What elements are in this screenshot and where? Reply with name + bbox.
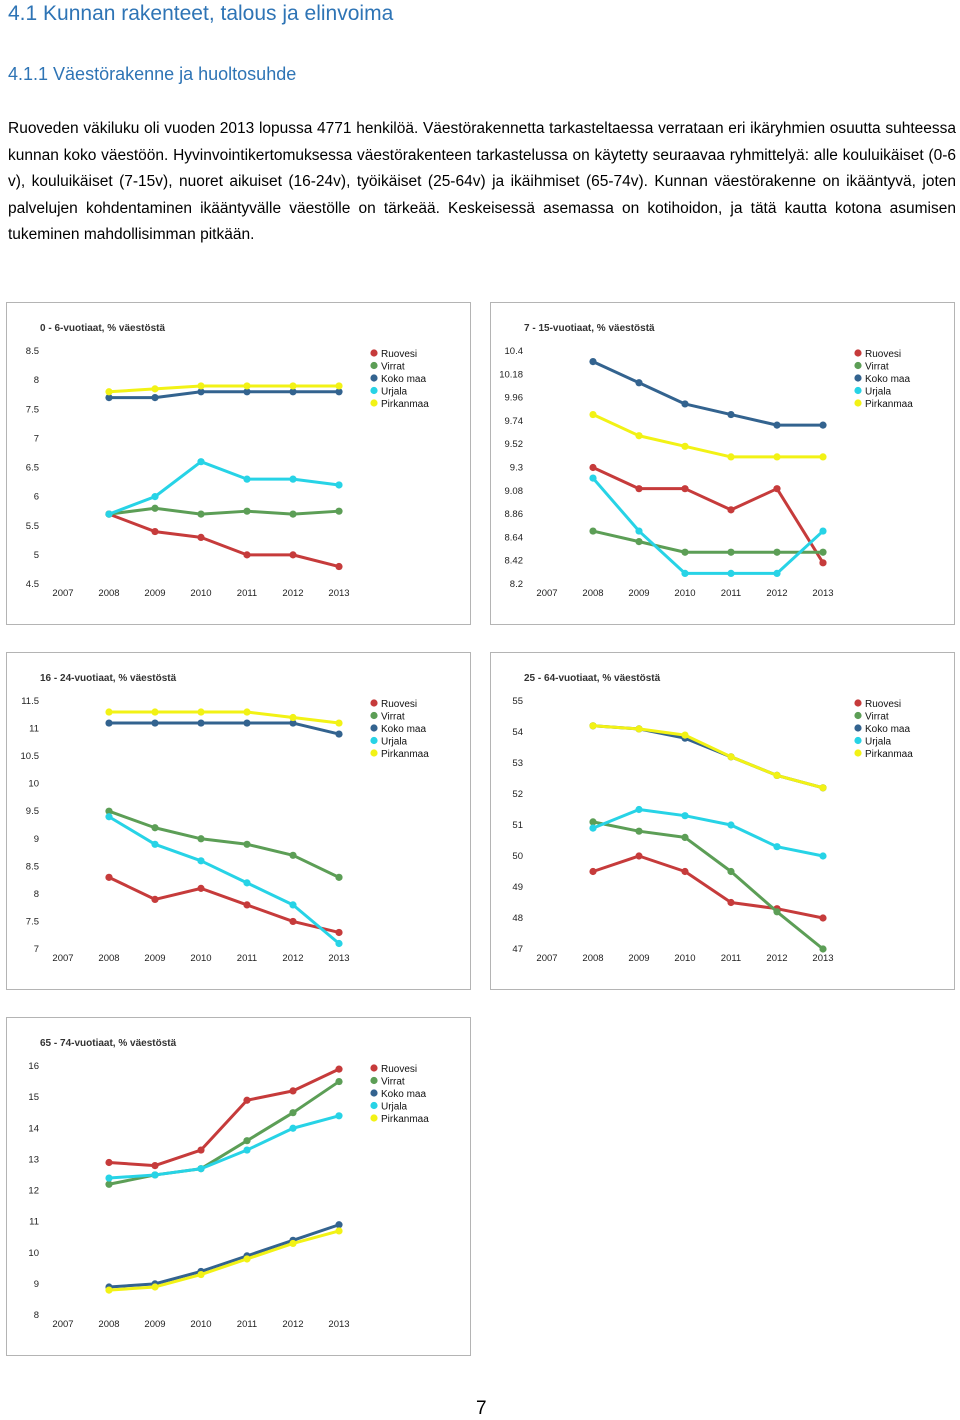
data-point — [243, 901, 250, 908]
data-point — [727, 570, 734, 577]
data-point — [243, 476, 250, 483]
x-tick-label: 2011 — [720, 953, 742, 964]
y-tick-label: 11.5 — [21, 696, 39, 707]
y-tick-label: 54 — [512, 727, 523, 738]
data-point — [335, 481, 342, 488]
data-point — [289, 1087, 296, 1094]
page-number: 7 — [476, 1398, 487, 1419]
data-point — [289, 714, 296, 721]
legend-marker — [854, 724, 861, 731]
y-tick-label: 8 — [33, 1310, 39, 1321]
data-point — [335, 929, 342, 936]
legend-label: Urjala — [381, 1101, 408, 1113]
y-tick-label: 15 — [28, 1092, 39, 1104]
legend-marker — [370, 374, 377, 381]
data-point — [635, 432, 642, 439]
y-tick-label: 10 — [28, 778, 39, 790]
legend-marker — [370, 1114, 377, 1121]
data-point — [335, 1066, 342, 1073]
y-tick-label: 9.96 — [504, 392, 523, 404]
data-point — [681, 549, 688, 556]
data-point — [197, 1271, 204, 1278]
data-point — [243, 719, 250, 726]
legend-label: Virrat — [865, 711, 889, 723]
chart-title: 16 - 24-vuotiaat, % väestöstä — [40, 673, 177, 684]
y-tick-label: 8.2 — [509, 579, 523, 590]
chart-7-15 — [490, 302, 955, 625]
legend-label: Koko maa — [865, 374, 911, 385]
series-line — [593, 810, 823, 857]
legend-marker — [854, 737, 861, 744]
data-point — [773, 422, 780, 429]
data-point — [635, 806, 642, 813]
data-point — [335, 730, 342, 737]
y-tick-label: 9 — [33, 1278, 39, 1290]
data-point — [681, 834, 688, 841]
series-line — [593, 726, 823, 788]
legend-label: Koko maa — [865, 724, 911, 735]
y-tick-label: 8.86 — [504, 509, 523, 521]
legend-label: Urjala — [865, 736, 892, 748]
y-tick-label: 11 — [29, 1216, 39, 1228]
data-point — [727, 821, 734, 828]
y-tick-label: 52 — [512, 789, 523, 800]
data-point — [243, 382, 250, 389]
legend-label: Urjala — [381, 386, 408, 398]
series-line — [109, 392, 339, 398]
y-tick-label: 9.5 — [25, 806, 39, 818]
y-tick-label: 48 — [512, 913, 523, 924]
chart-16-24 — [6, 652, 471, 990]
y-tick-label: 8.5 — [25, 861, 39, 873]
x-tick-label: 2011 — [236, 953, 258, 964]
series-line — [109, 462, 339, 514]
data-point — [197, 1146, 204, 1153]
data-point — [289, 551, 296, 558]
data-point — [819, 422, 826, 429]
y-tick-label: 16 — [28, 1061, 39, 1072]
series-line — [109, 811, 339, 877]
legend-label: Koko maa — [381, 724, 427, 735]
data-point — [635, 379, 642, 386]
data-point — [589, 358, 596, 365]
series-line — [593, 856, 823, 918]
legend-marker — [370, 387, 377, 394]
data-point — [335, 1227, 342, 1234]
y-tick-label: 10 — [28, 1247, 39, 1259]
data-point — [151, 528, 158, 535]
legend-label: Virrat — [381, 711, 405, 723]
series-line — [109, 712, 339, 723]
y-tick-label: 49 — [512, 882, 523, 893]
x-tick-label: 2007 — [52, 588, 74, 599]
data-point — [151, 824, 158, 831]
data-point — [335, 508, 342, 515]
series-line — [109, 1225, 339, 1287]
data-point — [681, 868, 688, 875]
data-point — [197, 835, 204, 842]
data-point — [197, 719, 204, 726]
data-point — [151, 708, 158, 715]
legend-label: Urjala — [865, 386, 892, 398]
data-point — [335, 1221, 342, 1228]
data-point — [335, 563, 342, 570]
data-point — [289, 1240, 296, 1247]
data-point — [105, 874, 112, 881]
legend-marker — [370, 737, 377, 744]
chart-0-6 — [6, 302, 471, 625]
data-point — [819, 852, 826, 859]
data-point — [335, 382, 342, 389]
legend-label: Pirkanmaa — [381, 1114, 429, 1125]
legend-marker — [854, 749, 861, 756]
series-line — [109, 508, 339, 514]
data-point — [289, 1109, 296, 1116]
legend-marker — [854, 374, 861, 381]
data-point — [151, 505, 158, 512]
y-tick-label: 6 — [33, 491, 39, 503]
data-point — [819, 549, 826, 556]
data-point — [727, 453, 734, 460]
data-point — [727, 411, 734, 418]
data-point — [819, 453, 826, 460]
data-point — [635, 828, 642, 835]
data-point — [289, 852, 296, 859]
data-point — [589, 464, 596, 471]
legend-marker — [854, 399, 861, 406]
data-point — [151, 841, 158, 848]
data-point — [105, 511, 112, 518]
legend-marker — [370, 699, 377, 706]
data-point — [151, 1283, 158, 1290]
data-point — [105, 719, 112, 726]
data-point — [151, 719, 158, 726]
y-tick-label: 7.5 — [25, 404, 39, 416]
legend-label: Ruovesi — [381, 1064, 418, 1075]
chart-title: 25 - 64-vuotiaat, % väestöstä — [524, 673, 661, 684]
y-tick-label: 9.52 — [504, 439, 523, 451]
y-tick-label: 14 — [28, 1123, 39, 1135]
data-point — [335, 1112, 342, 1119]
data-point — [681, 485, 688, 492]
data-point — [289, 382, 296, 389]
x-tick-label: 2010 — [674, 953, 696, 964]
series-line — [593, 415, 823, 457]
data-point — [197, 382, 204, 389]
x-tick-label: 2010 — [190, 588, 212, 599]
y-tick-label: 9.74 — [504, 415, 523, 427]
data-point — [819, 914, 826, 921]
y-tick-label: 47 — [512, 944, 523, 955]
data-point — [727, 753, 734, 760]
data-point — [635, 852, 642, 859]
y-tick-label: 9.08 — [504, 485, 523, 497]
y-tick-label: 8.42 — [504, 555, 523, 567]
data-point — [243, 508, 250, 515]
x-tick-label: 2010 — [190, 953, 212, 964]
x-tick-label: 2009 — [144, 953, 166, 964]
data-point — [197, 458, 204, 465]
x-tick-label: 2011 — [720, 588, 742, 599]
legend-marker — [854, 349, 861, 356]
y-tick-label: 10.4 — [504, 346, 523, 357]
legend-label: Pirkanmaa — [381, 749, 429, 760]
data-point — [819, 559, 826, 566]
legend-marker — [370, 1064, 377, 1071]
data-point — [819, 784, 826, 791]
data-point — [243, 879, 250, 886]
x-tick-label: 2012 — [282, 953, 304, 964]
x-tick-label: 2009 — [628, 588, 650, 599]
y-tick-label: 7 — [33, 433, 39, 445]
data-point — [681, 812, 688, 819]
data-point — [197, 1165, 204, 1172]
legend-marker — [370, 749, 377, 756]
data-point — [589, 818, 596, 825]
data-point — [151, 385, 158, 392]
y-tick-label: 7 — [33, 944, 39, 955]
x-tick-label: 2007 — [536, 588, 558, 599]
data-point — [819, 527, 826, 534]
y-tick-label: 10.18 — [499, 369, 523, 381]
data-point — [197, 857, 204, 864]
y-tick-label: 11 — [29, 723, 39, 735]
data-point — [635, 538, 642, 545]
data-point — [681, 400, 688, 407]
chart-65-74 — [6, 1017, 471, 1356]
x-tick-label: 2012 — [766, 588, 788, 599]
legend-label: Pirkanmaa — [865, 749, 913, 760]
x-tick-label: 2010 — [674, 588, 696, 599]
legend-marker — [370, 362, 377, 369]
data-point — [243, 841, 250, 848]
y-tick-label: 4.5 — [25, 579, 39, 590]
data-point — [243, 1255, 250, 1262]
legend-marker — [370, 724, 377, 731]
y-tick-label: 7.5 — [25, 916, 39, 928]
y-tick-label: 8 — [33, 375, 39, 387]
y-tick-label: 5 — [33, 549, 39, 561]
y-tick-label: 5.5 — [25, 520, 39, 532]
y-tick-label: 8 — [33, 888, 39, 900]
x-tick-label: 2009 — [144, 588, 166, 599]
legend-marker — [370, 1077, 377, 1084]
data-point — [151, 1162, 158, 1169]
data-point — [589, 868, 596, 875]
x-tick-label: 2008 — [582, 588, 604, 599]
series-line — [109, 877, 339, 932]
legend-label: Ruovesi — [865, 349, 902, 360]
y-tick-label: 9.3 — [509, 462, 523, 474]
data-point — [773, 772, 780, 779]
chart-title: 7 - 15-vuotiaat, % väestöstä — [524, 323, 655, 334]
y-tick-label: 8.64 — [504, 532, 523, 544]
x-tick-label: 2010 — [190, 1319, 212, 1330]
x-tick-label: 2012 — [282, 588, 304, 599]
series-line — [109, 1082, 339, 1185]
data-point — [681, 443, 688, 450]
data-point — [105, 1287, 112, 1294]
y-tick-label: 6.5 — [25, 462, 39, 474]
data-point — [335, 1078, 342, 1085]
data-point — [727, 549, 734, 556]
x-tick-label: 2013 — [328, 588, 350, 599]
data-point — [243, 1137, 250, 1144]
data-point — [197, 534, 204, 541]
data-point — [289, 1125, 296, 1132]
legend-label: Ruovesi — [381, 349, 418, 360]
legend-label: Urjala — [381, 736, 408, 748]
y-tick-label: 55 — [512, 696, 523, 707]
data-point — [151, 1171, 158, 1178]
data-point — [289, 901, 296, 908]
data-point — [197, 511, 204, 518]
x-tick-label: 2011 — [236, 1319, 258, 1330]
data-point — [589, 527, 596, 534]
data-point — [589, 722, 596, 729]
data-point — [197, 885, 204, 892]
y-tick-label: 12 — [28, 1185, 39, 1197]
legend-label: Ruovesi — [381, 699, 418, 710]
y-tick-label: 8.5 — [25, 346, 39, 357]
series-line — [593, 531, 823, 552]
data-point — [151, 896, 158, 903]
data-point — [289, 918, 296, 925]
data-point — [335, 874, 342, 881]
data-point — [773, 570, 780, 577]
data-point — [773, 843, 780, 850]
data-point — [335, 940, 342, 947]
x-tick-label: 2012 — [766, 953, 788, 964]
series-line — [593, 362, 823, 426]
data-point — [243, 551, 250, 558]
data-point — [151, 394, 158, 401]
legend-marker — [370, 1102, 377, 1109]
data-point — [635, 527, 642, 534]
chart-25-64 — [490, 652, 955, 990]
data-point — [243, 1146, 250, 1153]
data-point — [773, 453, 780, 460]
data-point — [243, 708, 250, 715]
data-point — [105, 1181, 112, 1188]
data-point — [681, 570, 688, 577]
y-tick-label: 9 — [33, 833, 39, 845]
x-tick-label: 2013 — [812, 953, 834, 964]
data-point — [773, 485, 780, 492]
data-point — [105, 708, 112, 715]
y-tick-label: 51 — [512, 820, 523, 831]
legend-marker — [854, 362, 861, 369]
data-point — [289, 476, 296, 483]
y-tick-label: 50 — [512, 851, 523, 862]
series-line — [593, 468, 823, 563]
x-tick-label: 2009 — [144, 1319, 166, 1330]
legend-marker — [370, 1089, 377, 1096]
x-tick-label: 2011 — [236, 588, 258, 599]
data-point — [589, 411, 596, 418]
data-point — [773, 908, 780, 915]
chart-title: 0 - 6-vuotiaat, % väestöstä — [40, 323, 166, 334]
data-point — [589, 825, 596, 832]
data-point — [819, 945, 826, 952]
y-tick-label: 13 — [28, 1154, 39, 1166]
data-point — [727, 868, 734, 875]
data-point — [105, 1174, 112, 1181]
data-point — [289, 511, 296, 518]
data-point — [243, 1097, 250, 1104]
x-tick-label: 2007 — [52, 1319, 74, 1330]
x-tick-label: 2013 — [328, 1319, 350, 1330]
x-tick-label: 2008 — [98, 588, 120, 599]
legend-label: Koko maa — [381, 374, 427, 385]
data-point — [773, 549, 780, 556]
x-tick-label: 2008 — [98, 1319, 120, 1330]
legend-marker — [370, 399, 377, 406]
legend-label: Virrat — [865, 361, 889, 373]
subsection-heading: 4.1.1 Väestörakenne ja huoltosuhde — [8, 64, 297, 84]
data-point — [681, 732, 688, 739]
x-tick-label: 2007 — [536, 953, 558, 964]
data-point — [105, 388, 112, 395]
x-tick-label: 2013 — [328, 953, 350, 964]
section-heading: 4.1 Kunnan rakenteet, talous ja elinvoima — [8, 2, 394, 25]
data-point — [589, 474, 596, 481]
legend-label: Ruovesi — [865, 699, 902, 710]
x-tick-label: 2012 — [282, 1319, 304, 1330]
legend-label: Virrat — [381, 1076, 405, 1088]
x-tick-label: 2008 — [98, 953, 120, 964]
data-point — [635, 485, 642, 492]
legend-label: Pirkanmaa — [865, 399, 913, 410]
x-tick-label: 2008 — [582, 953, 604, 964]
data-point — [151, 493, 158, 500]
x-tick-label: 2009 — [628, 953, 650, 964]
legend-label: Pirkanmaa — [381, 399, 429, 410]
legend-marker — [370, 712, 377, 719]
data-point — [105, 813, 112, 820]
legend-label: Virrat — [381, 361, 405, 373]
series-line — [109, 1231, 339, 1290]
legend-marker — [370, 349, 377, 356]
series-line — [593, 478, 823, 573]
body-paragraph: Ruoveden väkiluku oli vuoden 2013 lopussa 4771 henkilöä. Väestörakennetta tarkasteltaessa verrataan eri ikäryhmien osuutta suhteessa kunnan koko väestöön. Hyvinvointikertomuksessa väestörakenteen tarkastelussa on käytetty seuraavaa ryhmittelyä: alle kouluikäiset (0-6 v), kouluikäiset (7-15v), nuoret aikuiset (16-24v), työikäiset (25-64v) ja ikäihmiset (65-74v). Kunnan väestörakenne on ikääntyvä, joten palvelujen kohdentaminen ikääntyvälle väestölle on tärkeää. Keskeisessä asemassa on kotihoidon, ja tätä kautta kotona asumisen tukeminen mahdollisimman pitkään. — [8, 120, 956, 243]
data-point — [727, 506, 734, 513]
legend-marker — [854, 699, 861, 706]
y-tick-label: 53 — [512, 758, 523, 769]
data-point — [105, 1159, 112, 1166]
data-point — [197, 708, 204, 715]
data-point — [335, 719, 342, 726]
x-tick-label: 2013 — [812, 588, 834, 599]
legend-marker — [854, 712, 861, 719]
series-line — [109, 514, 339, 566]
series-line — [109, 723, 339, 734]
chart-title: 65 - 74-vuotiaat, % väestöstä — [40, 1038, 177, 1049]
x-tick-label: 2007 — [52, 953, 74, 964]
legend-label: Koko maa — [381, 1089, 427, 1100]
legend-marker — [854, 387, 861, 394]
data-point — [635, 725, 642, 732]
data-point — [727, 899, 734, 906]
y-tick-label: 10.5 — [20, 751, 39, 763]
series-line — [109, 1069, 339, 1165]
